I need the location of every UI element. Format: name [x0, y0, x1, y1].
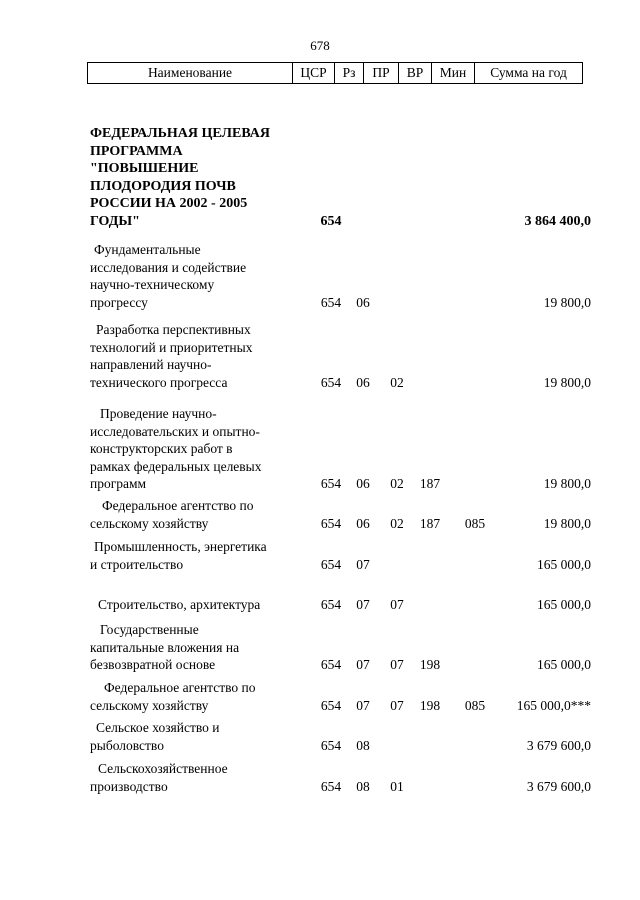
- row-name-line: ФЕДЕРАЛЬНАЯ ЦЕЛЕВАЯ: [90, 126, 270, 141]
- row-rz-value: 06: [356, 476, 370, 491]
- header-sum: Сумма на год: [475, 63, 583, 84]
- header-csr: ЦСР: [293, 63, 335, 84]
- row-rz-value: 07: [356, 597, 370, 612]
- row-name-line: Государственные: [100, 622, 199, 637]
- row-rz-value: 07: [356, 556, 370, 572]
- row-name: [90, 321, 295, 391]
- row-pr-value: 07: [390, 697, 404, 713]
- row-name-line: конструкторских работ в: [90, 441, 233, 456]
- row-sum-value: 19 800,0: [543, 374, 591, 390]
- row-rz-value: 08: [356, 778, 370, 794]
- row-name-line: исследовательских и опытно-: [90, 423, 260, 439]
- row-name: [90, 596, 295, 614]
- header-name: Наименование: [88, 63, 293, 84]
- row-csr-value: 654: [320, 657, 342, 672]
- row-name-line: Федеральное агентство по: [104, 680, 256, 695]
- row-name: [90, 719, 295, 754]
- row-name-line: безвозвратной основе: [90, 657, 216, 672]
- row-pr-value: 01: [390, 778, 404, 794]
- row-name: [90, 538, 295, 573]
- row-name-line: исследования и содействие: [90, 259, 247, 275]
- row-name-line: Промышленность, энергетика: [94, 539, 267, 554]
- row-sum-value: 19 800,0: [543, 515, 591, 531]
- row-sum-value: 165 000,0: [537, 597, 591, 612]
- row-sum-value: 3 679 600,0: [526, 778, 591, 794]
- row-name-line: технологий и приоритетных: [90, 339, 253, 355]
- row-rz-value: 07: [356, 657, 370, 672]
- header-min: Мин: [432, 63, 475, 84]
- row-name-line: и строительство: [90, 556, 184, 572]
- header-pr: ПР: [364, 63, 399, 84]
- row-name-line: "ПОВЫШЕНИЕ: [90, 161, 199, 176]
- row-pr-value: 02: [390, 515, 404, 531]
- row-name-line: научно-техническому: [90, 277, 215, 292]
- row-name: [90, 405, 295, 493]
- row-sum-value: 165 000,0***: [516, 697, 591, 713]
- row-vr-value: 187: [419, 476, 441, 491]
- row-sum-value: 3 864 400,0: [524, 213, 591, 229]
- header-vr: ВР: [399, 63, 432, 84]
- row-pr-value: 07: [390, 657, 404, 672]
- row-vr-value: 198: [419, 657, 441, 672]
- row-csr-value: 654: [320, 556, 342, 572]
- row-pr-value: 02: [390, 374, 404, 390]
- row-pr-value: 07: [390, 597, 404, 612]
- row-sum-value: 19 800,0: [543, 476, 591, 491]
- row-csr-value: 654: [320, 597, 342, 612]
- row-name-line: Сельское хозяйство и: [96, 720, 220, 735]
- row-name-line: ПРОГРАММА: [90, 143, 183, 159]
- row-name: [90, 621, 295, 674]
- row-csr-value: 654: [320, 294, 342, 310]
- row-name-line: РОССИИ НА 2002 - 2005: [90, 196, 248, 211]
- row-rz-value: 06: [356, 294, 370, 310]
- row-name-line: технического прогресса: [90, 374, 228, 390]
- row-name: [90, 760, 295, 795]
- header-rz: Рз: [335, 63, 364, 84]
- row-name-line: ПЛОДОРОДИЯ ПОЧВ: [90, 178, 236, 194]
- header-row: [88, 63, 583, 84]
- row-name-line: производство: [90, 778, 168, 794]
- row-name-line: направлений научно-: [90, 357, 212, 372]
- row-name-line: Фундаментальные: [94, 242, 201, 257]
- row-rz-value: 06: [356, 515, 370, 531]
- row-name: [90, 125, 295, 230]
- row-rz-value: 07: [356, 697, 370, 713]
- row-csr-value: 654: [320, 737, 342, 753]
- row-min-value: 085: [464, 697, 486, 713]
- row-name-line: Сельскохозяйственное: [98, 761, 228, 776]
- row-rz-value: 06: [356, 374, 370, 390]
- row-csr-value: 654: [320, 515, 342, 531]
- page-number: 678: [310, 38, 330, 53]
- row-name-line: Федеральное агентство по: [102, 498, 254, 513]
- row-name-line: рыболовство: [90, 737, 164, 753]
- column-header-table: [87, 62, 583, 84]
- row-name-line: программ: [90, 476, 147, 491]
- row-name-line: ГОДЫ": [90, 213, 140, 229]
- row-name-line: Строительство, архитектура: [98, 597, 261, 612]
- row-csr-value: 654: [320, 476, 342, 491]
- row-name-line: капитальные вложения на: [90, 639, 240, 655]
- row-csr-value: 654: [320, 778, 342, 794]
- row-name-line: прогрессу: [90, 294, 148, 310]
- row-vr-value: 187: [419, 515, 441, 531]
- row-name-line: сельскому хозяйству: [90, 697, 209, 713]
- row-name-line: Проведение научно-: [100, 406, 217, 421]
- row-pr-value: 02: [390, 476, 404, 491]
- row-csr-value: 654: [320, 374, 342, 390]
- row-csr-value: 654: [320, 697, 342, 713]
- row-name: [90, 241, 295, 311]
- row-rz-value: 08: [356, 737, 370, 753]
- row-sum-value: 19 800,0: [543, 294, 591, 310]
- row-name-line: Разработка перспективных: [96, 322, 251, 337]
- row-name-line: рамках федеральных целевых: [90, 458, 262, 474]
- row-sum-value: 165 000,0: [537, 556, 591, 572]
- row-csr-value: 654: [320, 213, 342, 229]
- row-name: [90, 497, 295, 532]
- row-vr-value: 198: [419, 697, 441, 713]
- row-name-line: сельскому хозяйству: [90, 515, 209, 531]
- row-sum-value: 3 679 600,0: [526, 737, 591, 753]
- row-name: [90, 679, 295, 714]
- row-sum-value: 165 000,0: [537, 657, 591, 672]
- row-min-value: 085: [464, 515, 486, 531]
